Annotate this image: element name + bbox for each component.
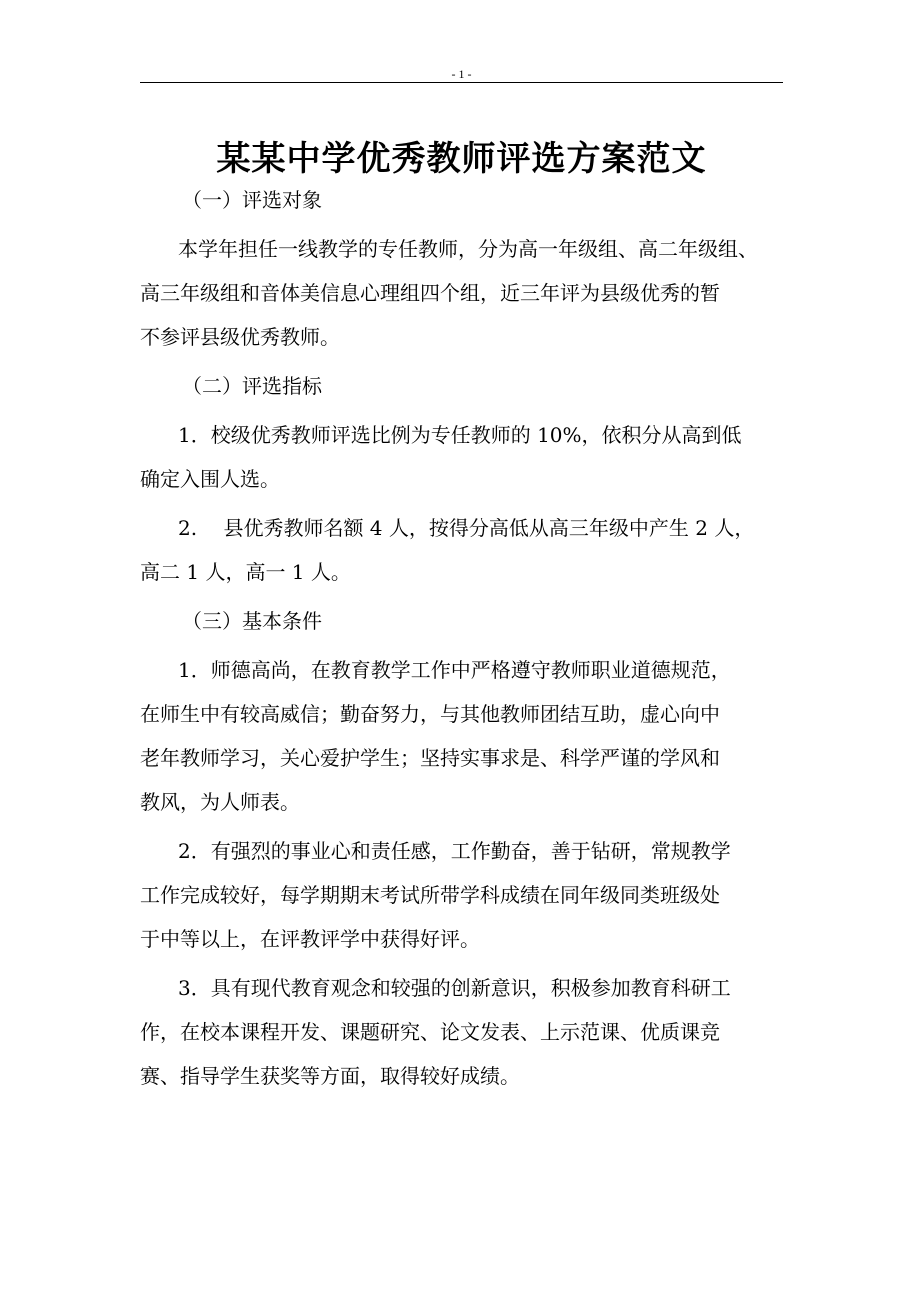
page-number: - 1 - [451,67,472,81]
paragraph-school-level-ratio [140,413,800,501]
text-line: 1．校级优秀教师评选比例为专任教师的 10%，依积分从高到低 [178,423,742,447]
text-line: 工作完成较好，每学期期末考试所带学科成绩在同年级同类班级处 [140,883,720,907]
text-line: 1．师德高尚，在教育教学工作中严格遵守教师职业道德规范， [178,658,731,682]
text-line: 高二 1 人，高一 1 人。 [140,560,351,584]
paragraph-condition-dedication [140,829,800,961]
text-line: 2．有强烈的事业心和责任感，工作勤奋，善于钻研，常规教学 [178,839,731,863]
section-heading-evaluation-targets: （一）评选对象 [182,188,322,212]
text-line: 高三年级组和音体美信息心理组四个组，近三年评为县级优秀的暂 [140,281,720,305]
text-line: 3．具有现代教育观念和较强的创新意识，积极参加教育科研工 [178,976,731,1000]
text-line: 确定入围人选。 [140,467,280,491]
text-line: 作，在校本课程开发、课题研究、论文发表、上示范课、优质课竞 [140,1020,720,1044]
paragraph-condition-innovation [140,966,800,1098]
text-line: 赛、指导学生获奖等方面，取得较好成绩。 [140,1064,520,1088]
text-line: 本学年担任一线教学的专任教师，分为高一年级组、高二年级组、 [178,237,758,261]
text-line: 于中等以上，在评教评学中获得好评。 [140,927,480,951]
text-line: 2. 县优秀教师名额 4 人，按得分高低从高三年级中产生 2 人， [178,516,755,540]
text-line: 老年教师学习，关心爱护学生；坚持实事求是、科学严谨的学风和 [140,746,720,770]
document-title: 某某中学优秀教师评选方案范文 [216,138,707,179]
text-line: 教风，为人师表。 [140,790,300,814]
paragraph-condition-ethics [140,648,800,824]
text-line: 不参评县级优秀教师。 [140,325,340,349]
paragraph-evaluation-targets [140,227,800,359]
section-heading-basic-conditions: （三）基本条件 [182,609,322,633]
text-line: 在师生中有较高威信；勤奋努力，与其他教师团结互助，虚心向中 [140,702,720,726]
header-divider [140,82,783,83]
document-body [140,178,800,1098]
paragraph-county-quota [140,506,800,594]
section-heading-evaluation-indicators: （二）评选指标 [182,374,322,398]
